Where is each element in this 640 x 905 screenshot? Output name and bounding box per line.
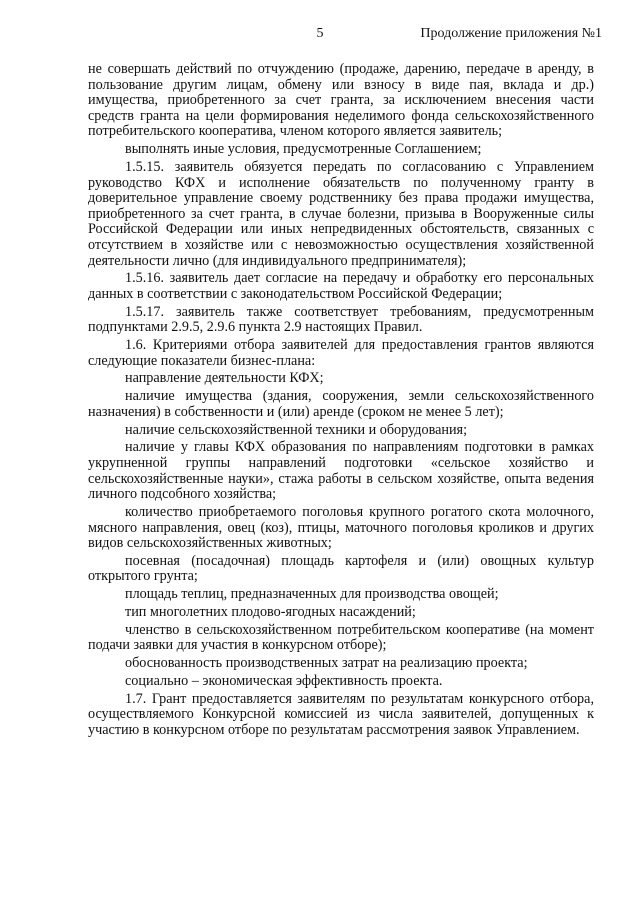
criterion-cooperative: членство в сельскохозяйственном потребительском кооперативе (на момент подачи заявки для участия в конкурсном отборе); (88, 621, 594, 654)
criterion-sown-area: посевная (посадочная) площадь картофеля и (или) овощных культур открытого грунта; (88, 552, 594, 585)
criterion-greenhouses: площадь теплиц, предназначенных для производства овощей; (125, 586, 499, 603)
criterion-education: наличие у главы КФХ образования по направлениям подготовки в рамках укрупненной группы направлений подготовки «сельское хозяйство и сельскохозяйственные науки», стажа работы в сельском хозяйстве, опыта ведения личного подсобного хозяйства; (88, 439, 594, 503)
criterion-efficiency: социально – экономическая эффективность проекта. (125, 672, 443, 689)
paragraph-no-alienation: не совершать действий по отчуждению (продаже, дарению, передаче в аренду, в пользование другим лицам, обмену или взносу в виде пая, вклада и др.) имущества, приобретенного за счет гранта, за исключением внесения части средств гранта на цели формирования неделимого фонда сельскохозяйственного потребительского кооператива, членом которого является заявитель; (88, 61, 594, 140)
paragraph-1-5-16: 1.5.16. заявитель дает согласие на передачу и обработку его персональных данных в соответствии с законодательством Российской Федерации; (88, 270, 594, 302)
paragraph-1-5-15: 1.5.15. заявитель обязуется передать по согласованию с Управлением руководство КФХ и исполнение обязательств по полученному гранту в доверительное управление своему родственнику без права продажи имущества, приобретенного за счет гранта, в случае болезни, призыва в Вооруженные силы Российской Федерации или иных непредвиденных обстоятельств, связанных с отсутствием в хозяйстве или с невозможностью осуществления хозяйственной деятельности лично (для индивидуального предпринимателя); (88, 158, 594, 269)
document-body (88, 62, 594, 741)
criterion-costs: обоснованность производственных затрат на реализацию проекта; (125, 655, 528, 672)
criterion-orchards: тип многолетних плодово-ягодных насаждений; (125, 604, 416, 621)
paragraph-1-5-17: 1.5.17. заявитель также соответствует требованиям, предусмотренным подпунктами 2.9.5, 2.9.6 пункта 2.9 настоящих Правил. (88, 303, 594, 336)
criterion-livestock: количество приобретаемого поголовья крупного рогатого скота молочного, мясного направления, овец (коз), птицы, маточного поголовья кроликов и других видов сельскохозяйственных животных; (88, 503, 594, 552)
paragraph-other-conditions: выполнять иные условия, предусмотренные Соглашением; (125, 141, 482, 158)
criterion-activity-direction: направление деятельности КФХ; (125, 370, 324, 387)
paragraph-1-6: 1.6. Критериями отбора заявителей для предоставления грантов являются следующие показатели бизнес-плана: (88, 337, 594, 369)
page-number: 5 (316, 26, 324, 41)
criterion-machinery: наличие сельскохозяйственной техники и оборудования; (125, 421, 468, 438)
paragraph-1-7: 1.7. Грант предоставляется заявителям по результатам конкурсного отбора, осуществляемого Конкурсной комиссией из числа заявителей, допущенных к участию в конкурсном отборе по результатам рассмотрения заявок Управлением. (88, 690, 594, 738)
appendix-continuation-header: Продолжение приложения №1 (420, 26, 602, 41)
criterion-property: наличие имущества (здания, сооружения, земли сельскохозяйственного назначения) в собственности и (или) аренде (сроком не менее 5 лет); (88, 388, 594, 420)
